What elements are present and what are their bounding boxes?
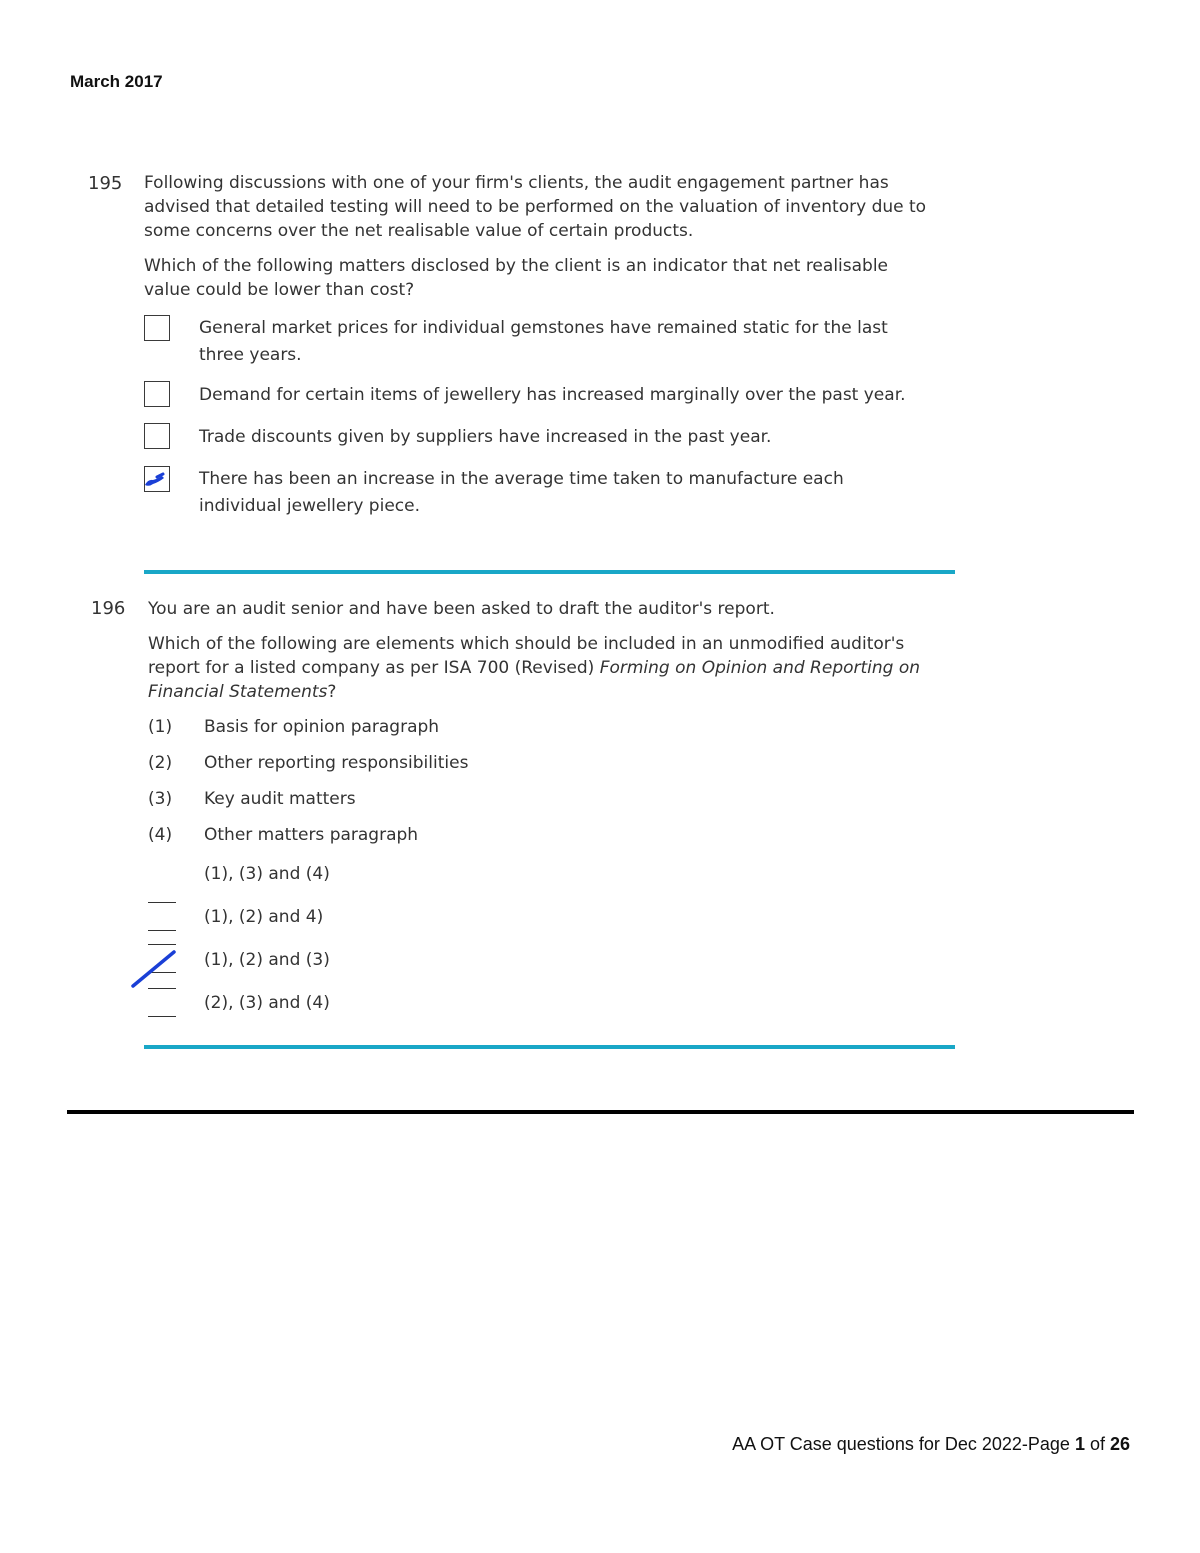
prompt-line bbox=[148, 680, 978, 704]
question-number-195: 195 bbox=[88, 173, 123, 194]
section-divider bbox=[144, 1045, 955, 1049]
page-date-label: March 2017 bbox=[70, 72, 163, 91]
section-divider bbox=[144, 570, 955, 574]
item-number: (2) bbox=[148, 753, 173, 773]
footer-page-total: 26 bbox=[1109, 1434, 1130, 1454]
option-checkbox-d[interactable] bbox=[144, 466, 170, 492]
prompt-text: report for a listed company as per ISA 700 (Revised) bbox=[148, 658, 600, 678]
page-footer bbox=[732, 1434, 1130, 1455]
standard-title-text: Financial Statements bbox=[148, 682, 328, 702]
option-checkbox-b[interactable] bbox=[144, 381, 170, 407]
item-text: Key audit matters bbox=[204, 789, 356, 809]
prompt-line: value could be lower than cost? bbox=[144, 280, 415, 300]
footer-page-number: 1 bbox=[1074, 1434, 1085, 1454]
stem-line: Following discussions with one of your firm's clients, the audit engagement partner has bbox=[144, 173, 889, 193]
prompt-line bbox=[148, 656, 978, 680]
answer-d-blank[interactable] bbox=[148, 1016, 176, 1017]
stem-line: advised that detailed testing will need to be performed on the valuation of inventory due to bbox=[144, 197, 927, 217]
item-text: Other matters paragraph bbox=[204, 825, 419, 845]
option-a-text bbox=[199, 315, 959, 369]
option-checkbox-a[interactable] bbox=[144, 315, 170, 341]
footer-text: AA OT Case questions for Dec 2022-Page bbox=[732, 1434, 1075, 1454]
question-196-prompt bbox=[148, 632, 978, 704]
item-text: Basis for opinion paragraph bbox=[204, 717, 440, 737]
prompt-text: ? bbox=[327, 682, 337, 702]
pen-check-mark-icon bbox=[130, 948, 180, 990]
footer-text: of bbox=[1084, 1434, 1110, 1454]
item-number: (1) bbox=[148, 717, 173, 737]
answer-b-blank[interactable] bbox=[148, 930, 176, 931]
option-line: three years. bbox=[199, 345, 302, 365]
option-line: General market prices for individual gemstones have remained static for the last bbox=[199, 318, 888, 338]
option-b-text: Demand for certain items of jewellery has increased marginally over the past year. bbox=[199, 385, 906, 405]
item-text: Other reporting responsibilities bbox=[204, 753, 469, 773]
answer-c-blank-top[interactable] bbox=[148, 944, 176, 945]
pen-check-mark-icon bbox=[143, 465, 169, 491]
stem-line: some concerns over the net realisable value of certain products. bbox=[144, 221, 694, 241]
prompt-line: Which of the following are elements which should be included in an unmodified auditor's bbox=[148, 634, 905, 654]
answer-a-text: (1), (3) and (4) bbox=[204, 864, 330, 884]
question-195-stem bbox=[144, 171, 964, 243]
standard-title-text: Forming on Opinion and Reporting on bbox=[599, 658, 921, 678]
answer-c-text: (1), (2) and (3) bbox=[204, 950, 330, 970]
question-number-196: 196 bbox=[91, 598, 126, 619]
page-divider bbox=[67, 1110, 1134, 1114]
answer-d-text: (2), (3) and (4) bbox=[204, 993, 330, 1013]
answer-a-blank[interactable] bbox=[148, 902, 176, 903]
question-196-stem: You are an audit senior and have been asked to draft the auditor's report. bbox=[148, 599, 775, 619]
option-line: individual jewellery piece. bbox=[199, 496, 420, 516]
answer-b-text: (1), (2) and 4) bbox=[204, 907, 324, 927]
answer-d-blank-top[interactable] bbox=[148, 988, 176, 989]
option-checkbox-c[interactable] bbox=[144, 423, 170, 449]
option-line: There has been an increase in the average time taken to manufacture each bbox=[199, 469, 844, 489]
item-number: (3) bbox=[148, 789, 173, 809]
option-d-text bbox=[199, 466, 959, 520]
option-c-text: Trade discounts given by suppliers have increased in the past year. bbox=[199, 427, 772, 447]
question-195-prompt bbox=[144, 254, 964, 302]
prompt-line: Which of the following matters disclosed by the client is an indicator that net realisable bbox=[144, 256, 889, 276]
item-number: (4) bbox=[148, 825, 173, 845]
